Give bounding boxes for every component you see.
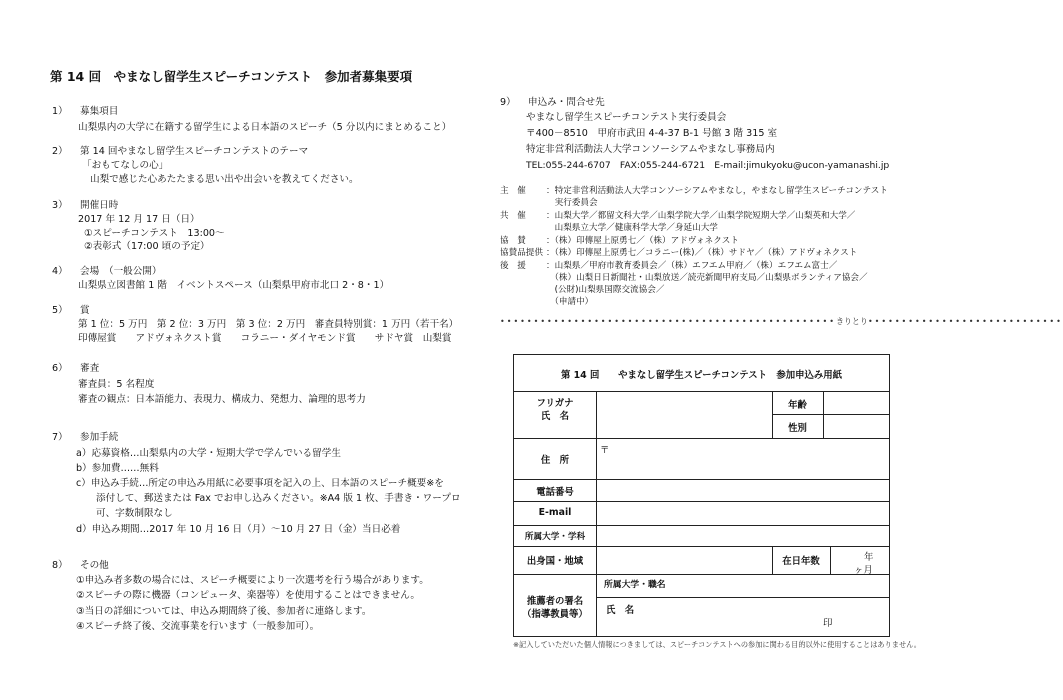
privacy-note: ※記入していただいた個人情報につきましては、スピーチコンテストへの参加に関わる目的以外に使用することはありません。 xyxy=(513,640,921,649)
contact-line: TEL:055-244-6707 FAX:055-244-6721 E-mail:jimukyoku@ucon-yamanashi.jp xyxy=(526,160,890,171)
section-heading: 第 14 回やまなし留学生スピーチコンテストのテーマ xyxy=(80,146,309,157)
organizer-key: 協賛品提供 xyxy=(500,248,543,258)
organizer-row xyxy=(500,272,868,284)
section-7 xyxy=(52,431,118,444)
cut-label: きりとり xyxy=(835,317,868,326)
section-heading: 会場 （一般公開） xyxy=(80,266,162,277)
page-title: 第 14 回 やまなし留学生スピーチコンテスト 参加者募集要項 xyxy=(50,69,413,84)
contact-line: やまなし留学生スピーチコンテスト実行委員会 xyxy=(526,112,727,123)
section-heading: 参加手続 xyxy=(80,432,119,443)
postal-mark: 〒 xyxy=(600,445,610,456)
organizer-row xyxy=(500,260,837,272)
section-line: 可、字数制限なし xyxy=(96,508,173,519)
years-label: 在日年数 xyxy=(782,556,820,567)
section-line: ②スピーチの際に機器（コンピュータ、楽器等）を使用することはできません。 xyxy=(76,590,420,601)
form-title: 第 14 回 やまなし留学生スピーチコンテスト 参加申込み用紙 xyxy=(561,370,842,381)
section-line: 審査の観点：日本語能力、表現力、構成力、発想力、論理的思考力 xyxy=(78,394,366,405)
section-line: a）応募資格…山梨県内の大学・短期大学で学んでいる留学生 xyxy=(76,448,341,459)
organizer-key: 共 催 xyxy=(500,211,526,221)
section-line: ④スピーチ終了後、交流事業を行います（一般参加可）。 xyxy=(76,621,320,632)
section-3 xyxy=(52,199,118,212)
section-line: ①申込み者多数の場合には、スピーチ概要により一次選考を行う場合があります。 xyxy=(76,575,429,586)
organizer-value: 実行委員会 xyxy=(546,198,598,208)
organizer-value: ：山梨大学／都留文科大学／山梨学院大学／山梨学院短期大学／山梨英和大学／ xyxy=(546,211,856,221)
contact-line: 特定非営利活動法人大学コンソーシアムやまなし事務局内 xyxy=(526,144,775,155)
seal-mark: 印 xyxy=(823,618,833,629)
organizer-value: ：（株）印傳屋上原勇七／コラニー(株)／（株）サドヤ／（株）アドヴォネクスト xyxy=(546,248,858,258)
organizer-value: （株）山梨日日新聞社・山梨放送／読売新聞甲府支局／山梨県ボランティア協会／ xyxy=(546,273,868,283)
section-number: 3） xyxy=(52,200,68,211)
section-number: 6） xyxy=(52,363,68,374)
theme-text: 「おもてなしの心」 xyxy=(82,160,169,171)
organizer-key: 協 賛 xyxy=(500,236,526,246)
organizer-row xyxy=(500,197,598,209)
organizer-value: (公財)山梨県国際交流協会／ xyxy=(546,285,665,295)
section-number: 2） xyxy=(52,146,68,157)
organizer-value: ：（株）印傳屋上原勇七／（株）アドヴォネクスト xyxy=(546,236,739,246)
organizer-key: 後 援 xyxy=(500,261,526,271)
section-number: 1） xyxy=(52,106,68,117)
organizer-key: 主 催 xyxy=(500,186,526,196)
section-number: 5） xyxy=(52,305,68,316)
section-line: 山梨県立図書館 1 階 イベントスペース（山梨県甲府市北口 2・8・1） xyxy=(78,280,390,291)
section-heading: 賞 xyxy=(80,305,90,316)
organizer-row xyxy=(500,284,664,296)
furigana-label: フリガナ xyxy=(536,398,574,409)
address-label: 住 所 xyxy=(540,455,570,466)
section-line: 2017 年 12 月 17 日（日） xyxy=(78,214,200,225)
section-number: 8） xyxy=(52,560,68,571)
section-line: 第 1 位：5 万円 第 2 位：3 万円 第 3 位：2 万円 審査員特別賞：1 万円（若干名） xyxy=(78,319,459,330)
section-line: 添付して、郵送または Fax でお申し込みください。※A4 版 1 枚、手書き・ワープロ xyxy=(96,493,461,504)
organizer-value: （申請中） xyxy=(546,297,594,307)
cut-dots: •••••••••••••••••••••••••••••••••••••••••••••••••• xyxy=(500,317,836,326)
section-1 xyxy=(52,105,118,118)
organizer-row xyxy=(500,247,857,259)
organizer-row xyxy=(500,185,888,197)
section-line: 印傳屋賞 アドヴォネクスト賞 コラニー・ダイヤモンド賞 サドヤ賞 山梨賞 xyxy=(78,333,452,344)
section-2 xyxy=(52,145,308,158)
section-line: 山梨県内の大学に在籍する留学生による日本語のスピーチ（5 分以内にまとめること） xyxy=(78,122,452,133)
contact-line: 〒400－8510 甲府市武田 4-4-37 B-1 号館 3 階 315 室 xyxy=(526,128,778,139)
organizer-row xyxy=(500,296,593,308)
section-heading: 審査 xyxy=(80,363,100,374)
cut-line xyxy=(500,316,1063,327)
section-5 xyxy=(52,304,90,317)
organizer-value: ：特定非営利活動法人大学コンソーシアムやまなし，やまなし留学生スピーチコンテスト xyxy=(546,186,888,196)
age-label: 年齢 xyxy=(788,400,807,411)
section-9 xyxy=(500,96,605,109)
section-6 xyxy=(52,362,99,375)
section-line: ①スピーチコンテスト 13:00～ xyxy=(84,228,225,239)
section-heading: 申込み・問合せ先 xyxy=(528,97,605,108)
recommender-label: 推薦者の署名 xyxy=(526,596,584,607)
section-number: 7） xyxy=(52,432,68,443)
university-label: 所属大学・学科 xyxy=(524,532,586,542)
section-line: d）申込み期間…2017 年 10 月 16 日（月）～10 月 27 日（金）当日必着 xyxy=(76,524,401,535)
organizer-value: 山梨県立大学／健康科学大学／身延山大学 xyxy=(546,223,718,233)
section-heading: 募集項目 xyxy=(80,106,119,117)
recommender-sub-label: （指導教員等） xyxy=(522,609,588,620)
section-8 xyxy=(52,559,109,572)
name-label: 氏 名 xyxy=(540,411,570,422)
application-form xyxy=(513,354,890,637)
cut-dots: ••••••••••••••••••••••••••••• xyxy=(867,317,1063,326)
year-unit: 年 xyxy=(864,552,874,563)
rec-university-label: 所属大学・職名 xyxy=(604,580,666,590)
section-heading: その他 xyxy=(80,560,109,571)
email-label: E-mail xyxy=(538,507,572,518)
organizer-row xyxy=(500,210,855,222)
organizer-row xyxy=(500,235,739,247)
section-4 xyxy=(52,265,162,278)
section-heading: 開催日時 xyxy=(80,200,119,211)
section-line: b）参加費……無料 xyxy=(76,463,159,474)
section-line: 審査員：5 名程度 xyxy=(78,379,155,390)
organizer-row xyxy=(500,222,718,234)
rec-name-label: 氏 名 xyxy=(606,605,635,616)
section-line: ②表彰式（17:00 頃の予定） xyxy=(84,241,210,252)
country-label: 出身国・地域 xyxy=(526,556,584,567)
sex-label: 性別 xyxy=(788,423,807,434)
section-line: 山梨で感じた心あたたまる思い出や出会いを教えてください。 xyxy=(90,174,359,185)
section-line: c）申込み手続…所定の申込み用紙に必要事項を記入の上、日本語のスピーチ概要※を xyxy=(76,478,444,489)
month-unit: ヶ月 xyxy=(854,565,873,576)
section-line: ③当日の詳細については、申込み期間終了後、参加者に連絡します。 xyxy=(76,606,372,617)
section-number: 4） xyxy=(52,266,68,277)
phone-label: 電話番号 xyxy=(536,487,574,498)
organizer-value: ：山梨県／甲府市教育委員会／（株）エフエム甲府／（株）エフエム富士／ xyxy=(546,261,838,271)
section-number: 9） xyxy=(500,97,516,108)
